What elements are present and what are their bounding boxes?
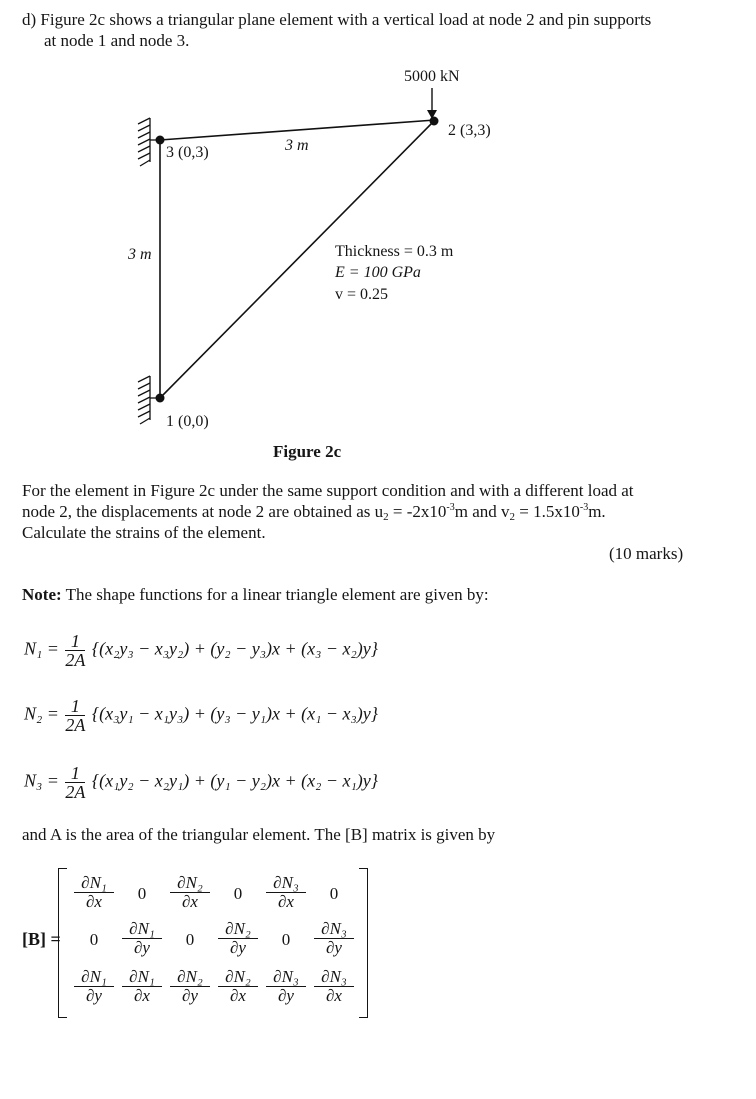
- node-3-label: 3 (0,3): [166, 144, 209, 161]
- b-matrix: [58, 868, 368, 1016]
- b-cell-r1c2: 0: [137, 884, 147, 903]
- top-dimension-label: 3 m: [285, 137, 309, 154]
- shape-function-n3: N₃ = $\frac{1}{2A}$ {(x₁y₂ − x₂y₁) + (y₁ − y₂)x + (x₂ − x₁)y}: [24, 763, 378, 802]
- paragraph-line-2: node 2, the displacements at node 2 are obtained as $u_2 = -2x10^{-3}m$ and $v_2 = 1.5x10^{-3}m$.: [22, 502, 606, 523]
- b-cell-r2c5: 0: [281, 930, 291, 949]
- left-bracket: [58, 868, 67, 1018]
- paragraph-line-3: Calculate the strains of the element.: [22, 523, 266, 542]
- b-cell-r2c2: ∂N₁ ∂y: [120, 920, 164, 957]
- b-cell-r2c6: ∂N₃ ∂y: [312, 920, 356, 957]
- b-cell-r2c3: 0: [185, 930, 195, 949]
- pin-support-node-1: [138, 376, 157, 424]
- b-cell-r3c4: ∂N₂ ∂x: [216, 968, 260, 1005]
- b-cell-r3c1: ∂N₁ ∂y: [72, 968, 116, 1005]
- modulus-label: E = 100 GPa: [335, 264, 421, 281]
- b-cell-r1c1: ∂N₁ ∂x: [72, 874, 116, 911]
- b-cell-r1c3: ∂N₂ ∂x: [168, 874, 212, 911]
- thickness-label: Thickness = 0.3 m: [335, 243, 454, 260]
- b-cell-r1c6: 0: [329, 884, 339, 903]
- paragraph-line-1: For the element in Figure 2c under the same support condition and with a different load at: [22, 481, 634, 500]
- figure-caption: Figure 2c: [273, 442, 342, 461]
- shape-function-n2: N₂ = $\frac{1}{2A}$ {(x₃y₁ − x₁y₃) + (y₃ − y₁)x + (x₁ − x₃)y}: [24, 696, 378, 735]
- shape-function-n1: N₁ = $\frac{1}{2A}$ {(x₂y₃ − x₃y₂) + (y₂ − y₃)x + (x₃ − x₂)y}: [24, 631, 378, 670]
- pin-support-node-3: [138, 118, 157, 166]
- question-line-2: at node 1 and node 3.: [44, 31, 190, 50]
- b-cell-r3c3: ∂N₂ ∂y: [168, 968, 212, 1005]
- b-cell-r2c4: ∂N₂ ∂y: [216, 920, 260, 957]
- b-cell-r2c1: 0: [89, 930, 99, 949]
- poisson-label: v = 0.25: [335, 286, 389, 303]
- node-2-dot: [430, 117, 439, 126]
- b-cell-r3c5: ∂N₃ ∂y: [264, 968, 308, 1005]
- marks-label: (10 marks): [609, 544, 684, 563]
- triangle-element-figure: [0, 0, 756, 470]
- node-2-label: 2 (3,3): [448, 122, 491, 139]
- question-line-1: d) Figure 2c shows a triangular plane element with a vertical load at node 2 and pin supports: [22, 10, 652, 29]
- note-line: Note: The shape functions for a linear triangle element are given by:: [22, 585, 489, 604]
- b-cell-r3c6: ∂N₃ ∂x: [312, 968, 356, 1005]
- area-sentence: and A is the area of the triangular element. The [B] matrix is given by: [22, 825, 496, 844]
- b-cell-r1c4: 0: [233, 884, 243, 903]
- node-1-label: 1 (0,0): [166, 413, 209, 430]
- b-cell-r1c5: ∂N₃ ∂x: [264, 874, 308, 911]
- right-bracket: [359, 868, 368, 1018]
- b-matrix-label: [B] =: [22, 929, 61, 949]
- left-dimension-label: 3 m: [128, 246, 152, 263]
- b-cell-r3c2: ∂N₁ ∂x: [120, 968, 164, 1005]
- load-label: 5000 kN: [404, 68, 460, 85]
